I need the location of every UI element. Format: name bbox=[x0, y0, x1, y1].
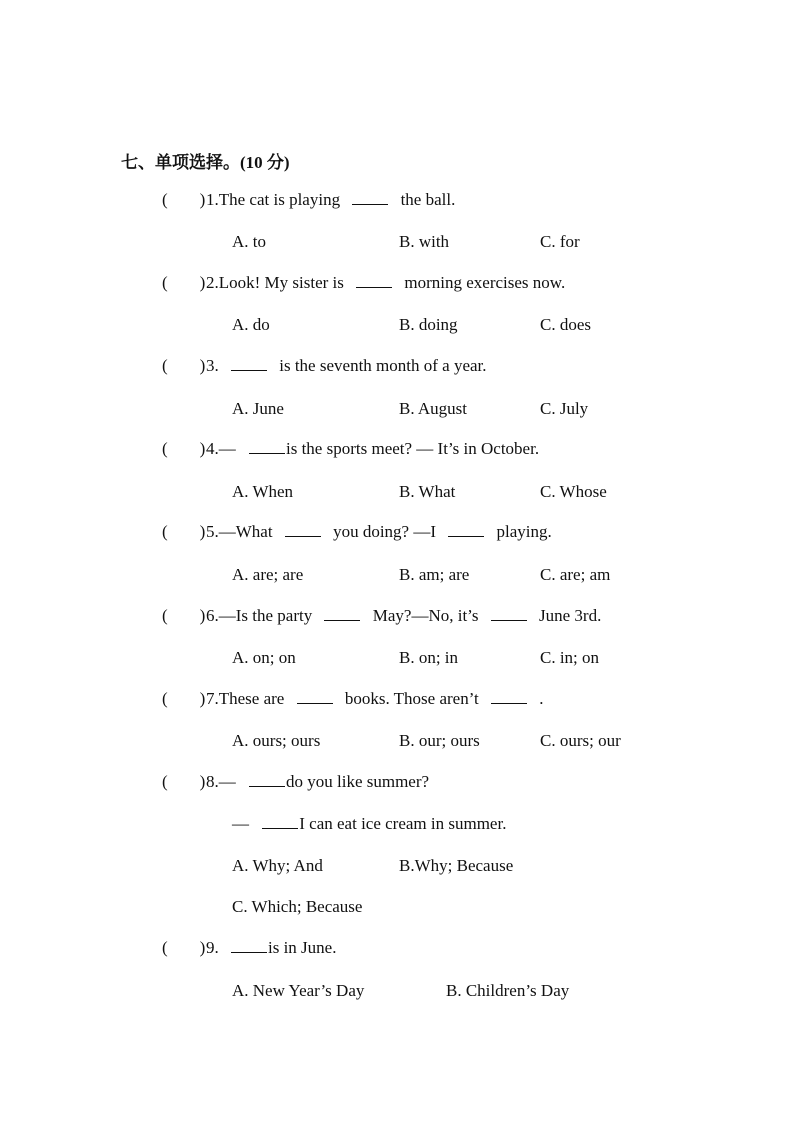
question-text: I can eat ice cream in summer. bbox=[299, 814, 507, 833]
question-number: 2. bbox=[206, 273, 219, 292]
option-a[interactable]: A. New Year’s Day bbox=[232, 981, 365, 1000]
question-text: is the seventh month of a year. bbox=[279, 356, 487, 375]
option-a[interactable]: A. June bbox=[232, 399, 284, 418]
question-text: morning exercises now. bbox=[404, 273, 566, 292]
question-text: playing. bbox=[496, 522, 552, 541]
question-7 bbox=[206, 689, 544, 709]
answer-blank bbox=[491, 619, 527, 621]
answer-paren-1[interactable] bbox=[162, 190, 205, 210]
answer-blank bbox=[356, 286, 392, 288]
option-b[interactable]: B.Why; Because bbox=[399, 856, 514, 875]
option-b[interactable]: B. What bbox=[399, 482, 456, 501]
option-b[interactable]: B. with bbox=[399, 232, 450, 251]
question-number: 4. bbox=[206, 439, 219, 458]
question-text: These are bbox=[218, 689, 285, 708]
question-text: do you like summer? bbox=[286, 772, 430, 791]
question-9 bbox=[206, 938, 336, 958]
option-b[interactable]: B. on; in bbox=[399, 648, 459, 667]
answer-blank bbox=[249, 785, 285, 787]
question-number: 1. bbox=[206, 190, 219, 209]
question-8 bbox=[206, 772, 429, 792]
paren-close: ) bbox=[199, 190, 206, 209]
paren-close: ) bbox=[199, 689, 206, 708]
question-text: . bbox=[539, 689, 544, 708]
question-number: 3. bbox=[206, 356, 219, 375]
answer-blank bbox=[231, 951, 267, 953]
question-text: — bbox=[218, 772, 236, 791]
question-text: the ball. bbox=[400, 190, 456, 209]
section-title: 七、单项选择。(10 分) bbox=[121, 153, 290, 172]
question-text: —Is the party bbox=[218, 606, 313, 625]
option-c[interactable]: C. in; on bbox=[540, 648, 600, 667]
option-a[interactable]: A. do bbox=[232, 315, 270, 334]
question-5 bbox=[206, 522, 552, 542]
answer-paren-9[interactable] bbox=[162, 938, 205, 958]
paren-close: ) bbox=[199, 522, 206, 541]
paren-close: ) bbox=[199, 356, 206, 375]
option-c[interactable]: C. Whose bbox=[540, 482, 607, 501]
paren-open: ( bbox=[162, 439, 168, 458]
answer-blank bbox=[448, 535, 484, 537]
paren-open: ( bbox=[162, 356, 168, 375]
question-text: The cat is playing bbox=[218, 190, 341, 209]
question-number: 5. bbox=[206, 522, 219, 541]
option-b[interactable]: B. am; are bbox=[399, 565, 470, 584]
paren-open: ( bbox=[162, 772, 168, 791]
paren-open: ( bbox=[162, 190, 168, 209]
question-number: 6. bbox=[206, 606, 219, 625]
option-c[interactable]: C. July bbox=[540, 399, 589, 418]
question-1 bbox=[206, 190, 455, 210]
option-b[interactable]: B. our; ours bbox=[399, 731, 480, 750]
question-8-response bbox=[232, 814, 506, 834]
paren-open: ( bbox=[162, 938, 168, 957]
answer-blank bbox=[324, 619, 360, 621]
option-c[interactable]: C. ours; our bbox=[540, 731, 621, 750]
option-c[interactable]: C. Which; Because bbox=[232, 897, 363, 916]
option-a[interactable]: A. are; are bbox=[232, 565, 304, 584]
option-b[interactable]: B. August bbox=[399, 399, 468, 418]
question-3 bbox=[206, 356, 487, 376]
answer-paren-8[interactable] bbox=[162, 772, 205, 792]
question-6 bbox=[206, 606, 601, 626]
option-c[interactable]: C. does bbox=[540, 315, 591, 334]
question-text: books. Those aren’t bbox=[344, 689, 479, 708]
option-a[interactable]: A. Why; And bbox=[232, 856, 323, 875]
answer-blank bbox=[352, 203, 388, 205]
answer-blank bbox=[491, 702, 527, 704]
question-text: — bbox=[232, 814, 249, 833]
question-text: Look! My sister is bbox=[218, 273, 344, 292]
question-text: you doing? —I bbox=[333, 522, 437, 541]
paren-open: ( bbox=[162, 522, 168, 541]
paren-close: ) bbox=[199, 273, 206, 292]
question-text: is the sports meet? — It’s in October. bbox=[286, 439, 540, 458]
question-2 bbox=[206, 273, 565, 293]
paren-close: ) bbox=[199, 606, 206, 625]
paren-close: ) bbox=[199, 938, 206, 957]
option-a[interactable]: A. to bbox=[232, 232, 266, 251]
option-c[interactable]: C. for bbox=[540, 232, 580, 251]
paren-open: ( bbox=[162, 689, 168, 708]
question-text: is in June. bbox=[268, 938, 337, 957]
option-b[interactable]: B. Children’s Day bbox=[446, 981, 570, 1000]
answer-paren-5[interactable] bbox=[162, 522, 205, 542]
option-b[interactable]: B. doing bbox=[399, 315, 458, 334]
answer-paren-7[interactable] bbox=[162, 689, 205, 709]
answer-paren-6[interactable] bbox=[162, 606, 205, 626]
answer-paren-4[interactable] bbox=[162, 439, 205, 459]
answer-blank bbox=[249, 452, 285, 454]
question-number: 9. bbox=[206, 938, 219, 957]
paren-close: ) bbox=[199, 772, 206, 791]
option-a[interactable]: A. When bbox=[232, 482, 294, 501]
option-a[interactable]: A. on; on bbox=[232, 648, 296, 667]
question-text: May?—No, it’s bbox=[372, 606, 479, 625]
option-c[interactable]: C. are; am bbox=[540, 565, 611, 584]
answer-paren-3[interactable] bbox=[162, 356, 205, 376]
option-a[interactable]: A. ours; ours bbox=[232, 731, 321, 750]
answer-blank bbox=[297, 702, 333, 704]
question-4 bbox=[206, 439, 539, 459]
question-text: — bbox=[218, 439, 236, 458]
question-text: June 3rd. bbox=[539, 606, 602, 625]
question-text: —What bbox=[218, 522, 273, 541]
answer-blank bbox=[231, 369, 267, 371]
paren-close: ) bbox=[199, 439, 206, 458]
answer-blank bbox=[285, 535, 321, 537]
question-number: 7. bbox=[206, 689, 219, 708]
answer-paren-2[interactable] bbox=[162, 273, 205, 293]
paren-open: ( bbox=[162, 273, 168, 292]
paren-open: ( bbox=[162, 606, 168, 625]
answer-blank bbox=[262, 827, 298, 829]
question-number: 8. bbox=[206, 772, 219, 791]
